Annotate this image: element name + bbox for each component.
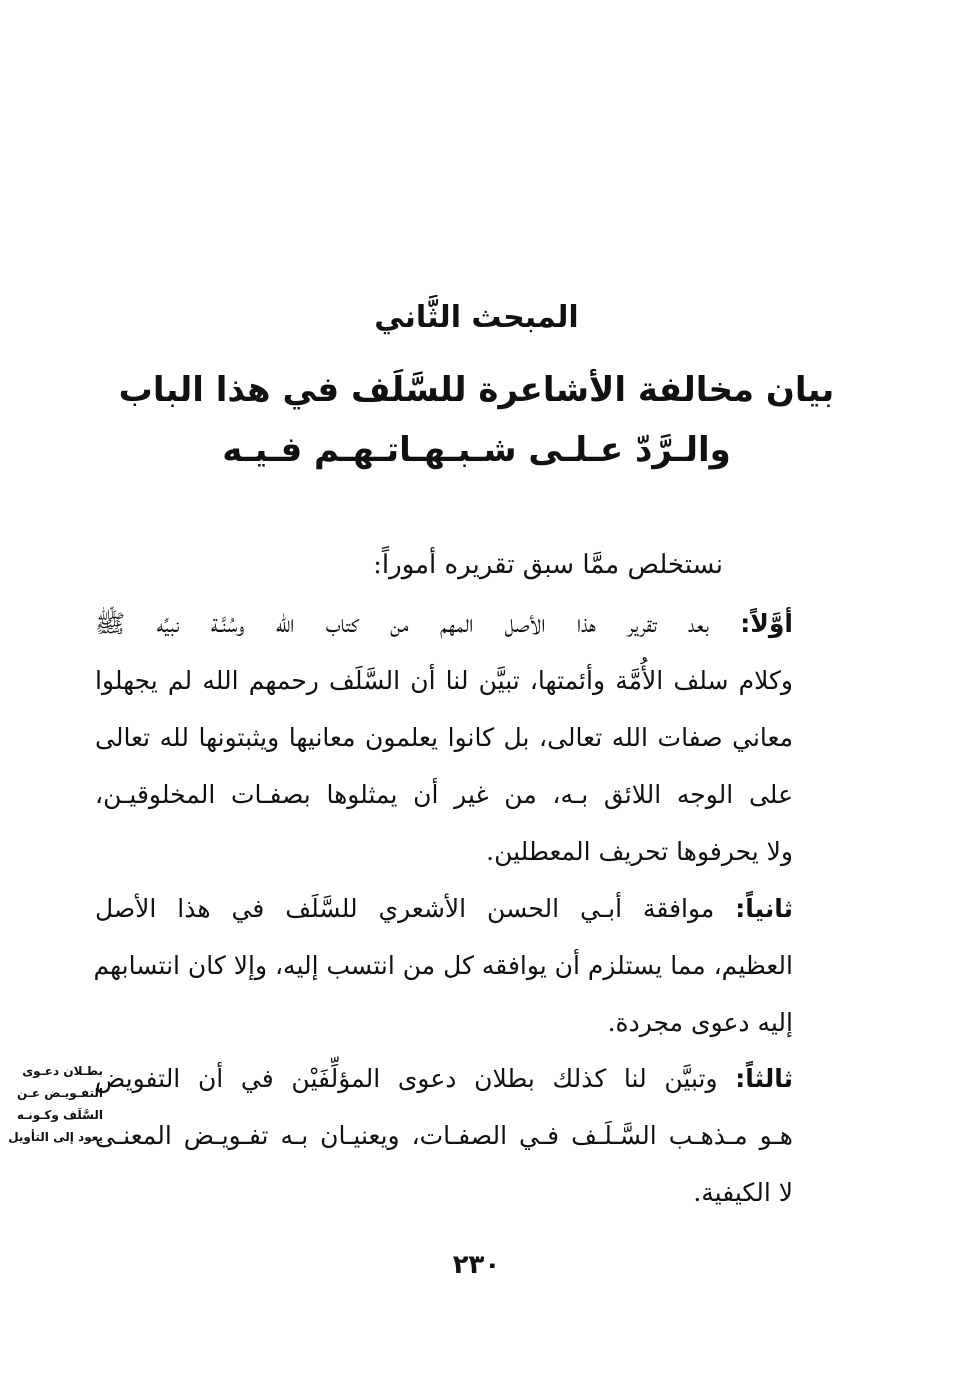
paragraph-line: لا الكيفية.	[693, 1178, 793, 1207]
chapter-title-line-1: بيان مخالفة الأشاعرة للسَّلَف في هذا الباب	[118, 370, 835, 410]
paragraph-line: ثانياً: موافقة أبـي الحسن الأشعري للسَّلَف في هذا الأصل	[95, 894, 793, 923]
margin-note-line: السَّلَف وكـونـه	[16, 1108, 103, 1122]
paragraph-line: ثالثاً: وتبيَّن لنا كذلك بطلان دعوى المؤلِّفَيْن في أن التفويض	[95, 1064, 794, 1093]
paragraph-line: على الوجه اللائق بـه، من غير أن يمثلوها بصفـات المخلوقيـن،	[95, 780, 793, 809]
paragraph-lead: ثانياً:	[735, 894, 793, 923]
paragraph-line: معاني صفات الله تعالى، بل كانوا يعلمون معانيها ويثبتونها لله تعالى	[95, 723, 793, 752]
margin-note-line: بطـلان دعـوى	[22, 1064, 103, 1078]
paragraph-lead: ثالثاً:	[735, 1064, 794, 1093]
paragraph-lead: أوَّلاً:	[740, 609, 794, 638]
paragraph-line: العظيم، مما يستلزم أن يوافقه كل من انتسب إليه، وإلا كان انتسابهم	[93, 951, 793, 980]
margin-note	[8, 1060, 103, 1148]
intro-sentence: نستخلص ممَّا سبق تقريره أموراً:	[373, 550, 723, 580]
paragraph-second	[95, 880, 793, 1051]
paragraph-line: أوَّلاً: بعد تقرير هذا الأصل المهم من كتاب الله وسُنَّـة نبيِّه ﷺ	[95, 609, 794, 638]
page-number: ٢٣٠	[452, 1250, 501, 1280]
section-heading: المبحث الثَّاني	[374, 300, 579, 335]
chapter-title-line-2: والـرَّدّ عـلـى شـبـهـاتـهـم فـيـه	[222, 430, 731, 470]
paragraph-line: ولا يحرفوها تحريف المعطلين.	[486, 837, 793, 866]
margin-note-line: التفـويـض عـن	[16, 1086, 103, 1100]
paragraph-line: وكلام سلف الأُمَّة وأئمتها، تبيَّن لنا أن السَّلَف رحمهم الله لم يجهلوا	[95, 666, 793, 695]
paragraph-third	[95, 1050, 793, 1221]
paragraph-first	[95, 595, 793, 880]
paragraph-line: هـو مـذهـب السَّـلَـف فـي الصفـات، ويعنيـان بـه تفـويـض المعنـى	[95, 1121, 793, 1150]
paragraph-line: إليه دعوى مجردة.	[607, 1008, 793, 1037]
margin-note-line: يعود إلى التأويل	[8, 1130, 103, 1144]
